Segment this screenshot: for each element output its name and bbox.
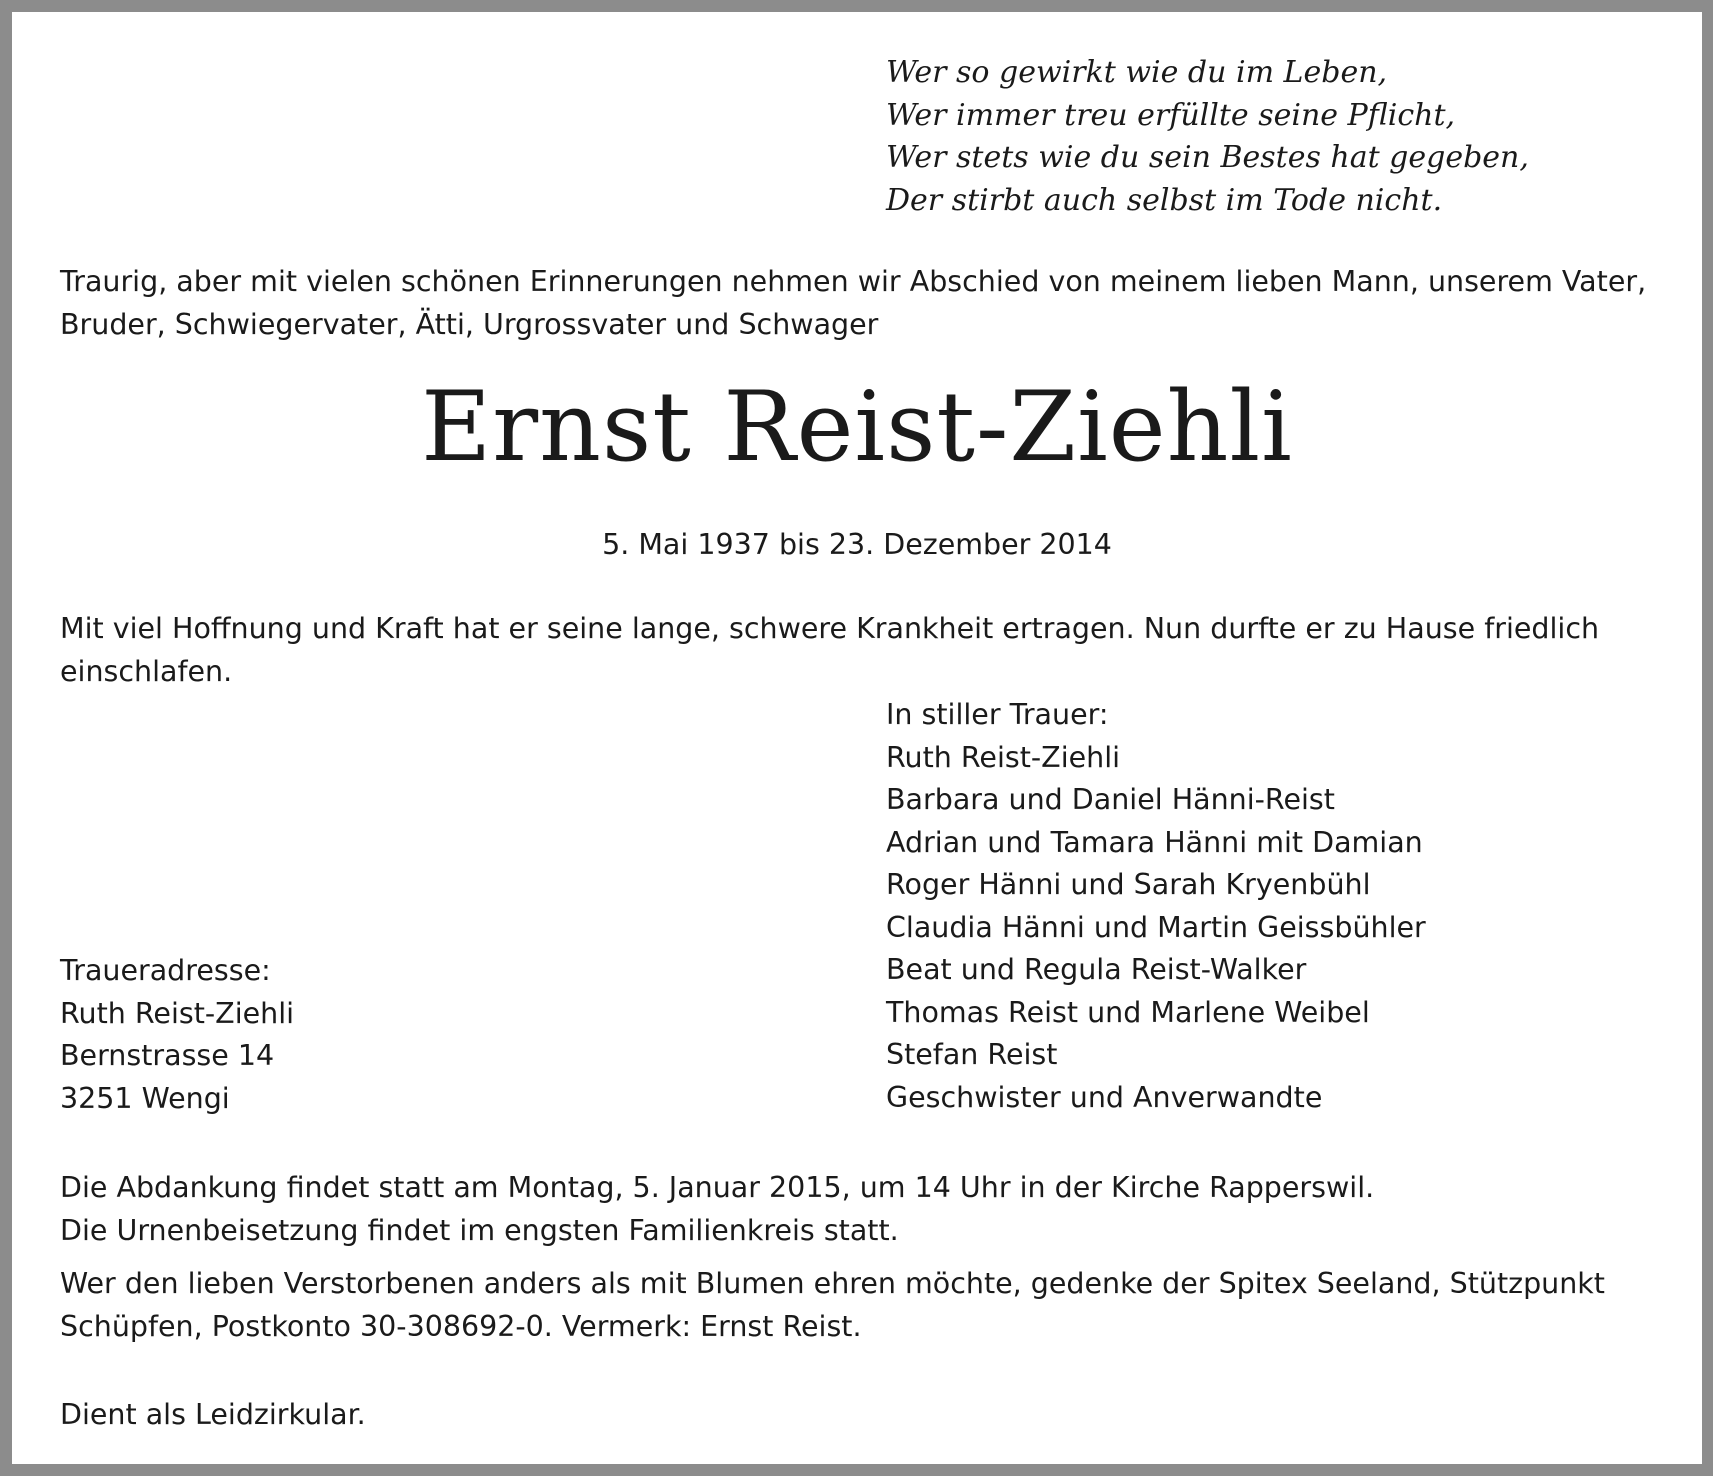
urn-info: Die Urnenbeisetzung findet im engsten Familienkreis statt. bbox=[60, 1213, 899, 1247]
poem bbox=[886, 52, 1529, 222]
mourner-name: Thomas Reist und Marlene Weibel bbox=[886, 995, 1370, 1029]
poem-line: Wer immer treu erfüllte seine Pflicht, bbox=[886, 97, 1456, 133]
illness-text: Mit viel Hoffnung und Kraft hat er seine lange, schwere Krankheit ertragen. Nun durfte er zu Hause friedlich einschlafen. bbox=[60, 612, 1600, 688]
mourners-heading: In stiller Trauer: bbox=[886, 698, 1109, 731]
address-name: Ruth Reist-Ziehli bbox=[60, 996, 295, 1030]
funeral-info: Die Abdankung findet statt am Montag, 5. Januar 2015, um 14 Uhr in der Kirche Rapperswil. bbox=[60, 1171, 1375, 1204]
mourning-address bbox=[60, 950, 294, 1120]
mourner-name: Adrian und Tamara Hänni mit Damian bbox=[886, 825, 1423, 859]
mourner-name: Geschwister und Anverwandte bbox=[886, 1080, 1323, 1114]
mourner-name: Ruth Reist-Ziehli bbox=[886, 740, 1121, 774]
donation-text: Wer den lieben Verstorbenen anders als mit Blumen ehren möchte, gedenke der Spitex Seeland, Stützpunkt Schüpfen, Postkonto 30-308692-0. Vermerk: Ernst Reist. bbox=[60, 1267, 1605, 1343]
deceased-name: Ernst Reist-Ziehli bbox=[421, 371, 1293, 483]
address-heading: Traueradresse: bbox=[60, 954, 271, 987]
mourners-list bbox=[886, 694, 1426, 1119]
circular-note: Dient als Leidzirkular. bbox=[60, 1398, 366, 1431]
mourner-name: Beat und Regula Reist-Walker bbox=[886, 953, 1307, 986]
poem-line: Wer so gewirkt wie du im Leben, bbox=[886, 55, 1388, 90]
address-city: 3251 Wengi bbox=[60, 1081, 230, 1115]
mourner-name: Barbara und Daniel Hänni-Reist bbox=[886, 783, 1335, 816]
life-dates: 5. Mai 1937 bis 23. Dezember 2014 bbox=[602, 528, 1112, 561]
mourner-name: Roger Hänni und Sarah Kryenbühl bbox=[886, 868, 1371, 901]
poem-line: Der stirbt auch selbst im Tode nicht. bbox=[886, 182, 1443, 218]
mourner-name: Claudia Hänni und Martin Geissbühler bbox=[886, 910, 1426, 944]
obituary-sheet bbox=[12, 12, 1702, 1464]
service-info bbox=[60, 1167, 1374, 1252]
address-street: Bernstrasse 14 bbox=[60, 1039, 275, 1072]
intro-text: Traurig, aber mit vielen schönen Erinnerungen nehmen wir Abschied von meinem lieben Mann, unserem Vater, Bruder, Schwiegervater, Ätti, Urgrossvater und Schwager bbox=[60, 265, 1647, 341]
mourner-name: Stefan Reist bbox=[886, 1038, 1058, 1071]
poem-line: Wer stets wie du sein Bestes hat gegeben, bbox=[886, 140, 1529, 175]
